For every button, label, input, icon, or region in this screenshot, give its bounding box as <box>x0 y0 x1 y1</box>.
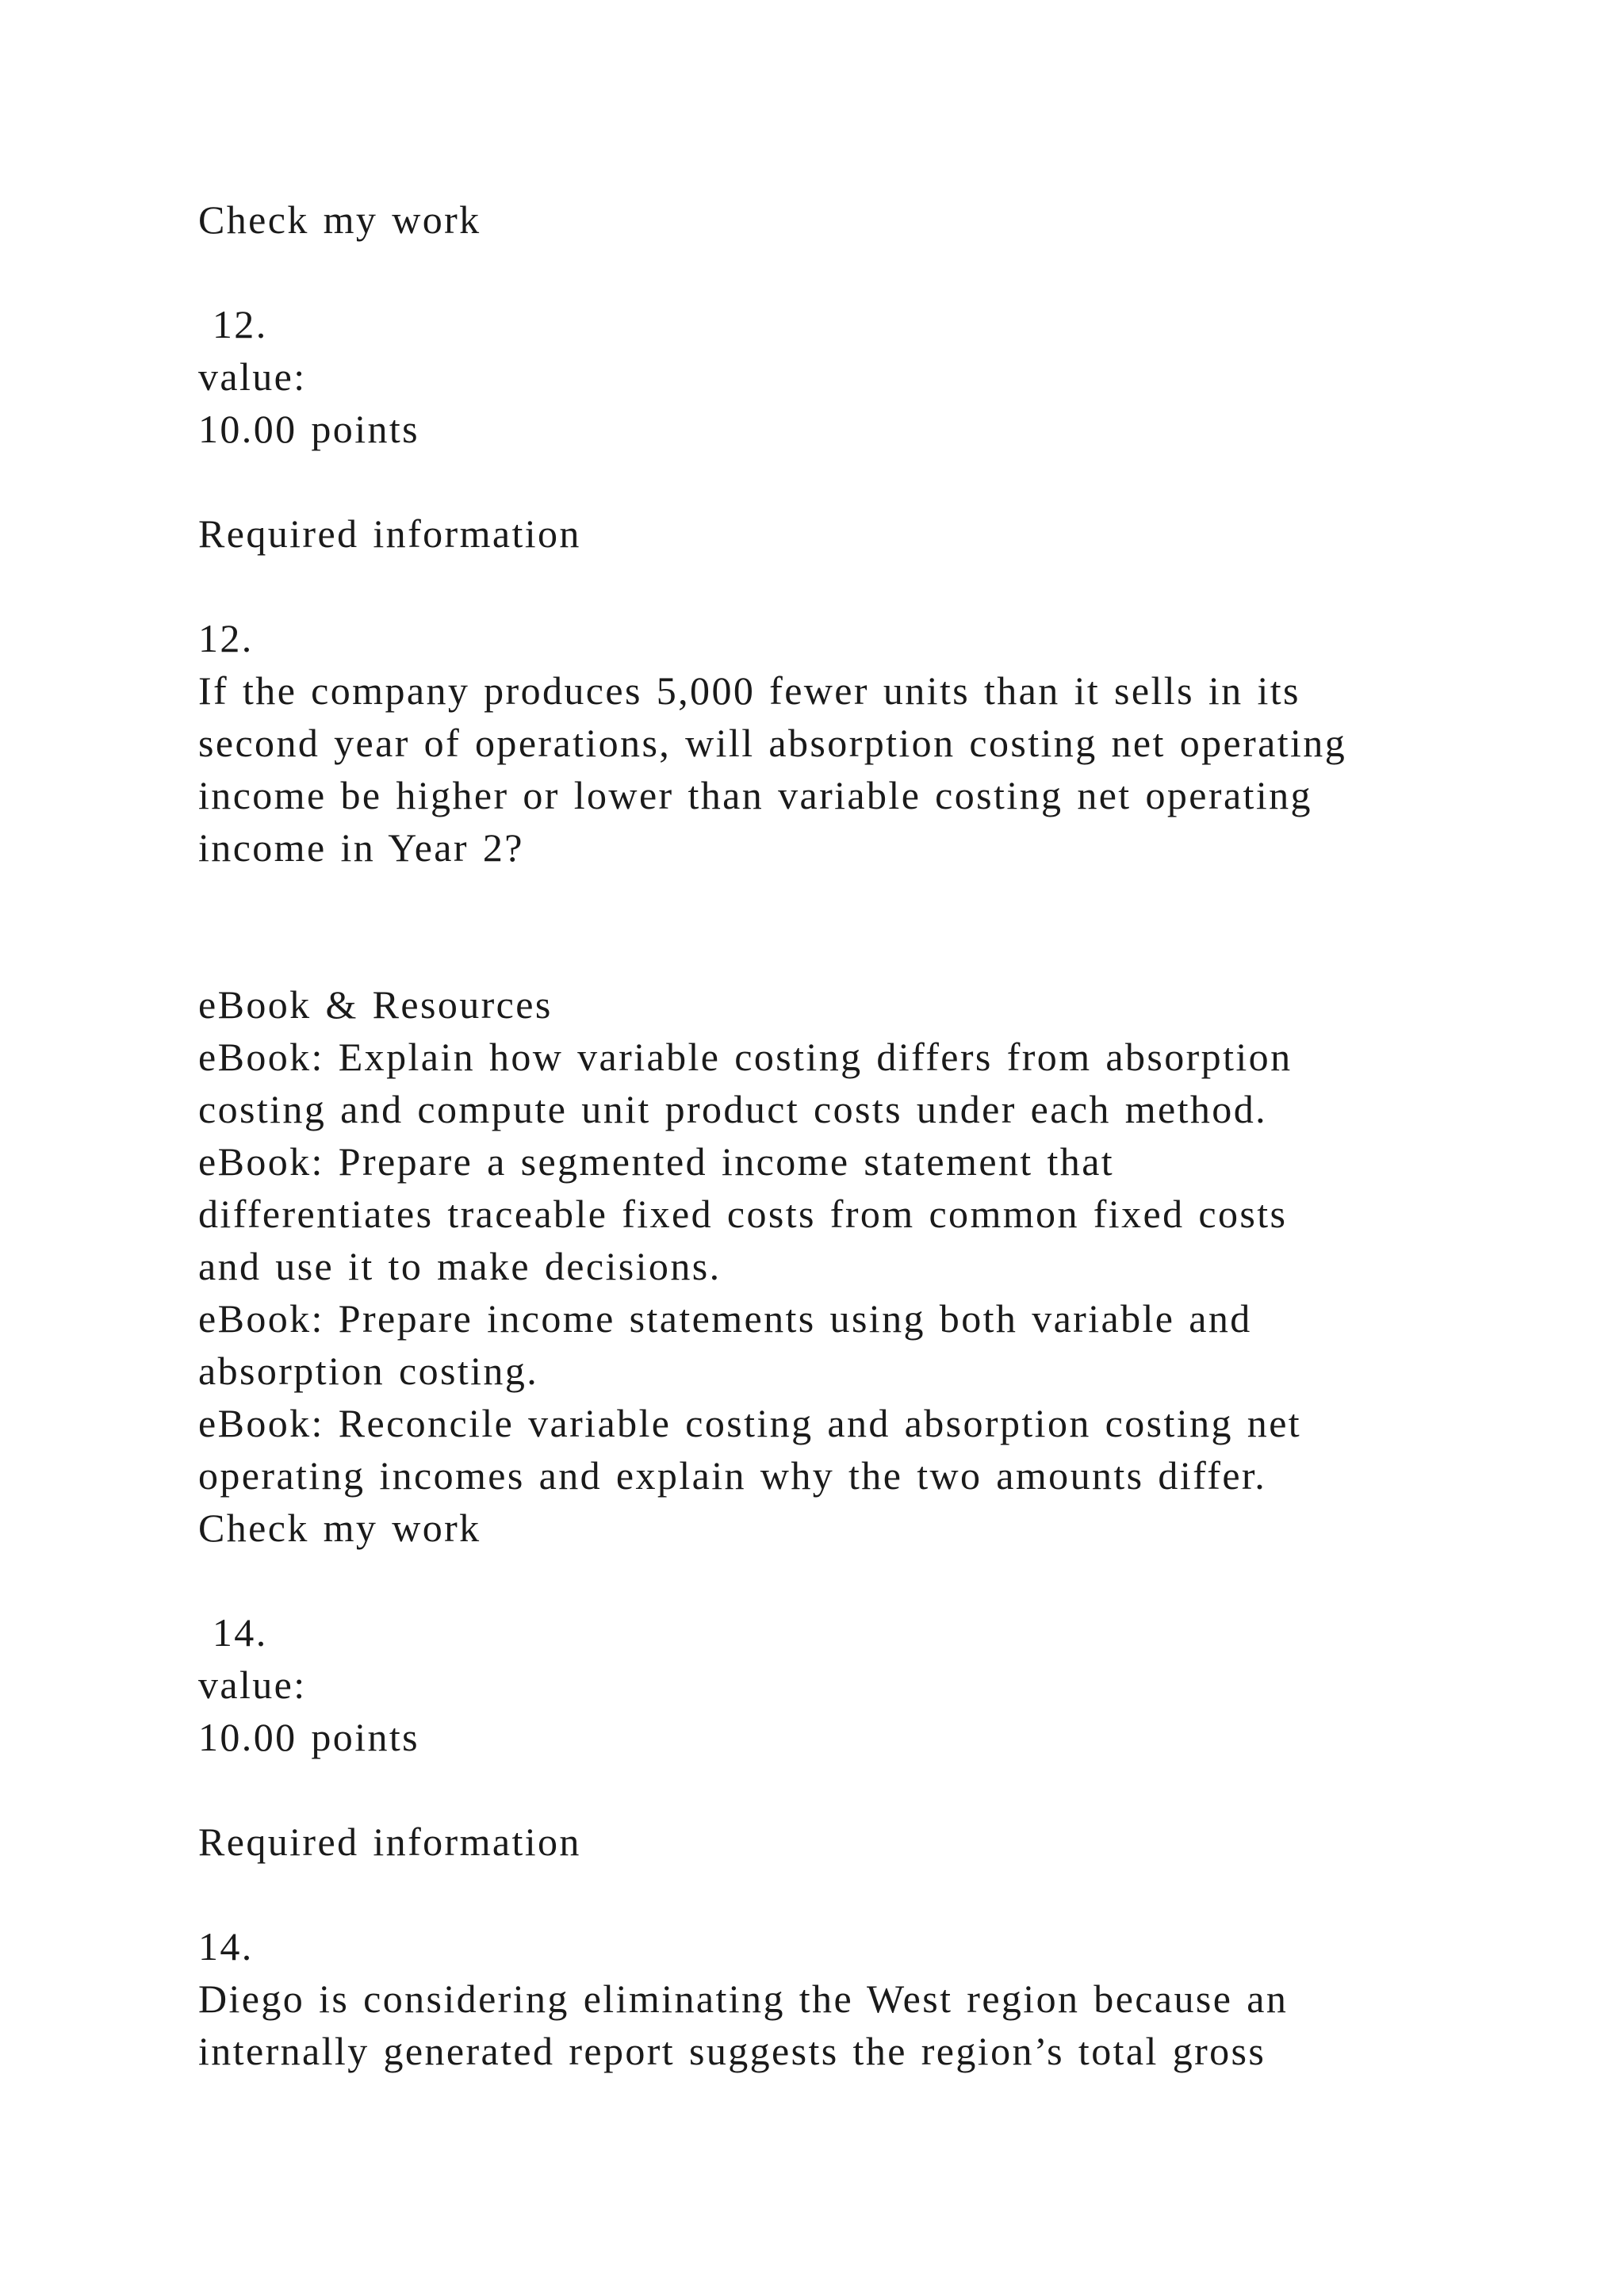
ebook-link-line: eBook: Prepare income statements using both variable and <box>198 1296 1252 1341</box>
required-information-label: Required information <box>198 511 581 556</box>
ebook-link-line: operating incomes and explain why the two amounts differ. <box>198 1453 1267 1498</box>
ebook-link-line: eBook: Prepare a segmented income statement that <box>198 1139 1115 1184</box>
question-text-line: second year of operations, will absorption costing net operating <box>198 721 1347 765</box>
points-value: 10.00 points <box>198 407 420 451</box>
ebook-link-explain-variable-costing[interactable] <box>198 1031 1435 1135</box>
question-text-line: internally generated report suggests the region’s total gross <box>198 2029 1266 2073</box>
check-my-work-button[interactable]: Check my work <box>198 197 481 242</box>
ebook-link-segmented-income-statement[interactable] <box>198 1135 1435 1292</box>
value-label: value: <box>198 1663 307 1707</box>
ebook-link-reconcile-incomes[interactable] <box>198 1397 1435 1502</box>
question-text-line: Diego is considering eliminating the West region because an <box>198 1976 1289 2021</box>
points-value: 10.00 points <box>198 1715 420 1759</box>
ebook-resources-heading: eBook & Resources <box>198 982 553 1027</box>
ebook-link-prepare-income-statements[interactable] <box>198 1292 1435 1397</box>
question-number: 12. <box>198 616 254 660</box>
question-text-line: income be higher or lower than variable costing net operating <box>198 773 1312 817</box>
document-page <box>198 193 1435 2077</box>
ebook-link-line: eBook: Reconcile variable costing and absorption costing net <box>198 1401 1302 1445</box>
ebook-link-line: and use it to make decisions. <box>198 1244 722 1288</box>
required-information-label: Required information <box>198 1820 581 1864</box>
question-number: 14. <box>198 1924 254 1969</box>
question-text-line: If the company produces 5,000 fewer units than it sells in its <box>198 668 1300 713</box>
check-my-work-button[interactable]: Check my work <box>198 1506 481 1550</box>
question-text-line: income in Year 2? <box>198 825 524 870</box>
question-number-header: 14. <box>198 1610 268 1655</box>
ebook-link-line: eBook: Explain how variable costing differs from absorption <box>198 1035 1293 1079</box>
ebook-link-line: differentiates traceable fixed costs from common fixed costs <box>198 1192 1288 1236</box>
value-label: value: <box>198 354 307 399</box>
question-number-header: 12. <box>198 302 268 346</box>
ebook-link-line: costing and compute unit product costs under each method. <box>198 1087 1268 1131</box>
ebook-link-line: absorption costing. <box>198 1349 539 1393</box>
